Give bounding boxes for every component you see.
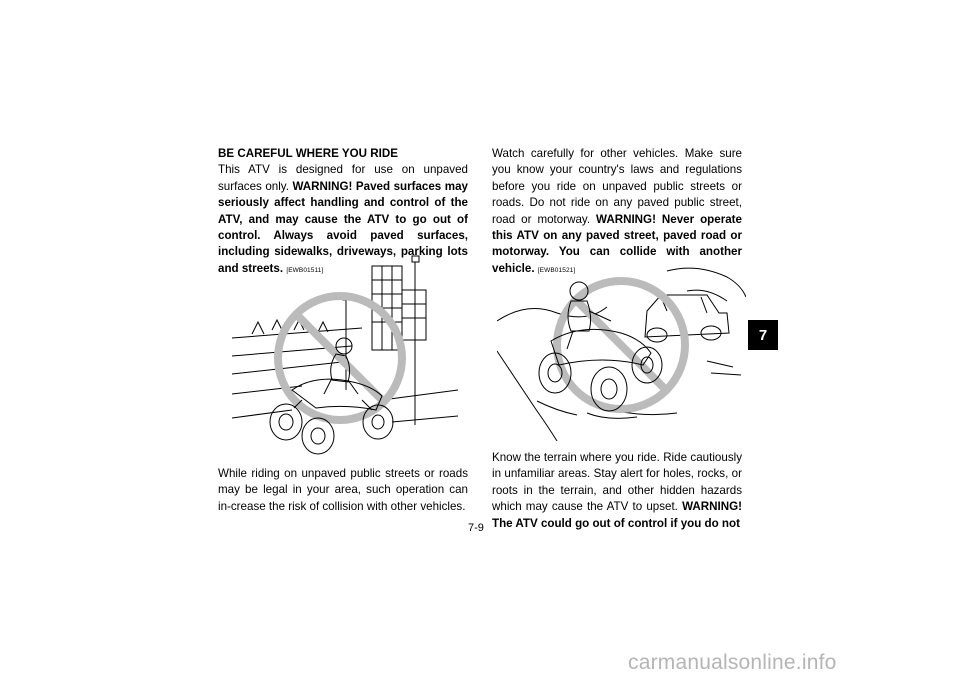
chapter-tab: 7 (748, 320, 778, 350)
watermark-text: carmanualsonline.info (628, 651, 837, 674)
page-number: 7-9 (468, 522, 484, 534)
right-text-block (492, 146, 742, 279)
left-intro-text: This ATV is designed for use on unpaved surfaces only. (218, 163, 468, 193)
section-heading: BE CAREFUL WHERE YOU RIDE (218, 147, 398, 160)
right-warning-text: WARNING! Never operate this ATV on any paved street, paved road or motorway. You can collide with another vehicle. (492, 212, 742, 275)
right-after-figure-warning: WARNING! The ATV could go out of control if you do not (492, 500, 742, 530)
atv-road-collision-illustration (497, 261, 746, 441)
left-warning-code: [EWB01511] (286, 266, 324, 274)
right-column (492, 146, 742, 279)
right-column-bottom (492, 450, 742, 532)
right-bottom-text-block (492, 450, 742, 532)
left-after-figure-text: While riding on unpaved public streets or roads may be legal in your area, such operation can in-crease the risk of collision with other vehicles. (218, 467, 468, 513)
left-warning-text: WARNING! Paved surfaces may seriously affect handling and control of the ATV, and may cause the ATV to go out of control. Always avoid paved surfaces, including sidewalks, driveways, parking lots and streets. (218, 179, 468, 275)
left-column-bottom (218, 466, 468, 515)
right-intro-text: Watch carefully for other vehicles. Make sure you know your country's laws and regulations before you ride on unpaved public streets or roads. Do not ride on any paved public street, road or motorway. (492, 147, 742, 226)
atv-paved-street-illustration (232, 250, 458, 456)
right-after-figure-text: Know the terrain where you ride. Ride cautiously in unfamiliar areas. Stay alert for holes, rocks, or roots in the terrain, and other hidden hazards which may cause the ATV to upset. (492, 451, 742, 514)
right-warning-code: [EWB01521] (537, 266, 576, 274)
